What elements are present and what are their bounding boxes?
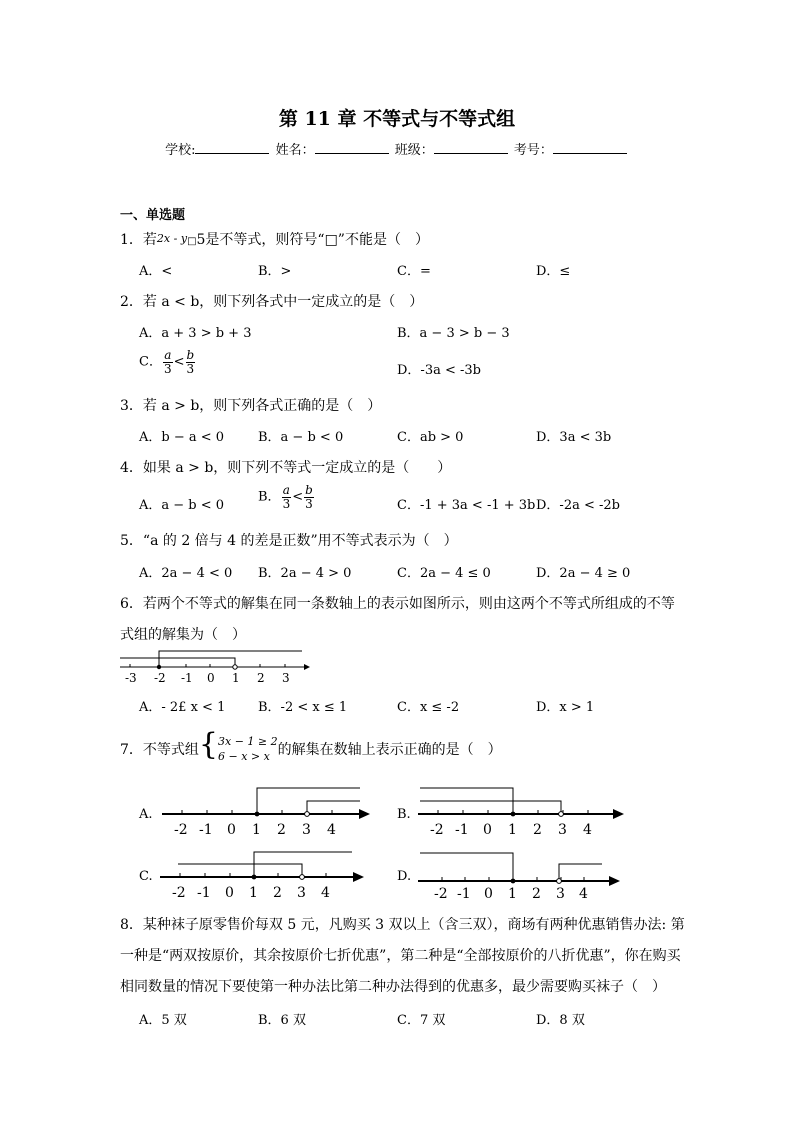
question-3: 3．若 a > b，则下列各式正确的是（ ） bbox=[120, 398, 382, 414]
svg-text:0: 0 bbox=[484, 886, 493, 902]
page-title: 第 11 章 不等式与不等式组 bbox=[278, 108, 516, 130]
name-blank[interactable] bbox=[315, 141, 389, 154]
q4-option-b[interactable]: B． $\frac{a}{3}$ < $\frac{b}{3}$ bbox=[258, 483, 313, 511]
svg-text:-2: -2 bbox=[430, 822, 444, 838]
q2-option-b[interactable]: B．a − 3 > b − 3 bbox=[397, 326, 510, 341]
student-info-line bbox=[0, 139, 794, 158]
q6-tick-label: 3 bbox=[282, 671, 290, 685]
q6-ray-right-from-neg2 bbox=[159, 651, 302, 667]
question-1: 1．若2x - y□5是不等式，则符号“□”不能是（ ） bbox=[120, 232, 429, 248]
q6-tick-label: -3 bbox=[125, 671, 137, 685]
q5-option-c[interactable]: C．2a − 4 ≤ 0 bbox=[397, 566, 491, 581]
svg-text:-2: -2 bbox=[434, 886, 448, 902]
svg-text:1: 1 bbox=[249, 885, 258, 901]
svg-text:1: 1 bbox=[252, 822, 261, 838]
question-8-line-2: 一种是“两双按原价，其余按原价七折优惠”，第二种是“全部按原价的八折优惠”，你在购买 bbox=[120, 948, 681, 964]
q8-option-c[interactable]: C．7 双 bbox=[397, 1013, 446, 1028]
question-6-line-2: 式组的解集为（ ） bbox=[120, 627, 246, 643]
q6-option-d[interactable]: D．x > 1 bbox=[536, 700, 595, 715]
svg-text:0: 0 bbox=[225, 885, 234, 901]
svg-text:3: 3 bbox=[556, 886, 565, 902]
q3-option-c[interactable]: C．ab > 0 bbox=[397, 430, 464, 445]
svg-text:4: 4 bbox=[583, 822, 592, 838]
q1-option-d[interactable]: D．≤ bbox=[536, 264, 571, 279]
svg-text:3: 3 bbox=[302, 822, 311, 838]
q5-option-b[interactable]: B．2a − 4 > 0 bbox=[258, 566, 352, 581]
question-5: 5．“a 的 2 倍与 4 的差是正数”用不等式表示为（ ） bbox=[120, 533, 458, 549]
svg-text:2: 2 bbox=[277, 822, 286, 838]
class-blank[interactable] bbox=[434, 141, 508, 154]
q7-option-c-number-line[interactable] bbox=[160, 846, 368, 902]
svg-text:0: 0 bbox=[227, 822, 236, 838]
svg-text:4: 4 bbox=[321, 885, 330, 901]
svg-text:-1: -1 bbox=[199, 822, 213, 838]
school-blank[interactable] bbox=[195, 141, 269, 154]
svg-text:-1: -1 bbox=[457, 886, 471, 902]
q7-option-a-number-line[interactable] bbox=[162, 784, 374, 840]
svg-text:1: 1 bbox=[508, 822, 517, 838]
svg-text:4: 4 bbox=[327, 822, 336, 838]
q5-option-d[interactable]: D．2a − 4 ≥ 0 bbox=[536, 566, 631, 581]
svg-text:2: 2 bbox=[273, 885, 282, 901]
svg-text:-2: -2 bbox=[172, 885, 186, 901]
svg-text:-2: -2 bbox=[174, 822, 188, 838]
q6-closed-point bbox=[157, 665, 161, 669]
q7-option-d-label[interactable]: D. bbox=[397, 869, 412, 884]
q6-option-c[interactable]: C．x ≤ -2 bbox=[397, 700, 460, 715]
svg-text:3: 3 bbox=[297, 885, 306, 901]
q7-option-a-label[interactable]: A. bbox=[139, 807, 153, 822]
q6-option-b[interactable]: B．-2 < x ≤ 1 bbox=[258, 700, 348, 715]
question-2: 2．若 a < b，则下列各式中一定成立的是（ ） bbox=[120, 294, 424, 310]
question-8-line-1: 8．某种袜子原零售价每双 5 元，凡购买 3 双以上（含三双），商场有两种优惠销售办法: 第 bbox=[120, 917, 685, 933]
exam-number-blank[interactable] bbox=[553, 141, 627, 154]
name-label: 姓名： bbox=[275, 143, 315, 158]
svg-text:1: 1 bbox=[508, 886, 517, 902]
q8-option-b[interactable]: B．6 双 bbox=[258, 1013, 306, 1028]
q3-option-d[interactable]: D．3a < 3b bbox=[536, 430, 612, 445]
q6-tick-label: 2 bbox=[257, 671, 265, 685]
q7-option-b-number-line[interactable] bbox=[418, 784, 630, 840]
q6-tick-label: 0 bbox=[207, 671, 215, 685]
q8-option-a[interactable]: A．5 双 bbox=[139, 1013, 187, 1028]
q1-option-c[interactable]: C．= bbox=[397, 264, 431, 279]
q7-option-d-number-line[interactable] bbox=[418, 846, 624, 902]
inequality-system: 3x − 1 ≥ 2 6 − x > x bbox=[218, 735, 278, 763]
svg-text:-1: -1 bbox=[455, 822, 469, 838]
q1-option-b[interactable]: B．> bbox=[258, 264, 292, 279]
q6-option-a[interactable]: A．- 2£ x < 1 bbox=[139, 700, 226, 715]
svg-text:2: 2 bbox=[533, 822, 542, 838]
svg-text:2: 2 bbox=[532, 886, 541, 902]
q2-option-d[interactable]: D．-3a < -3b bbox=[397, 363, 481, 378]
svg-text:3: 3 bbox=[558, 822, 567, 838]
q6-number-line bbox=[118, 646, 318, 686]
q4-option-d[interactable]: D．-2a < -2b bbox=[536, 498, 620, 513]
q7-option-b-label[interactable]: B. bbox=[397, 807, 411, 822]
q5-option-a[interactable]: A．2a − 4 < 0 bbox=[139, 566, 233, 581]
question-4: 4．如果 a > b，则下列不等式一定成立的是（ ） bbox=[120, 460, 452, 476]
q7-option-c-label[interactable]: C. bbox=[139, 869, 153, 884]
section-heading: 一、单选题 bbox=[120, 208, 186, 223]
q6-tick-label: -2 bbox=[154, 671, 166, 685]
q2-option-a[interactable]: A．a + 3 > b + 3 bbox=[139, 326, 252, 341]
q8-option-d[interactable]: D．8 双 bbox=[536, 1013, 585, 1028]
q4-option-a[interactable]: A．a − b < 0 bbox=[139, 498, 225, 513]
q3-option-a[interactable]: A．b − a < 0 bbox=[139, 430, 225, 445]
svg-text:0: 0 bbox=[483, 822, 492, 838]
question-7: 7．不等式组{ 3x − 1 ≥ 2 6 − x > x 的解集在数轴上表示正确的是（ ） bbox=[120, 727, 502, 763]
svg-text:-1: -1 bbox=[197, 885, 211, 901]
q6-tick-label: -1 bbox=[181, 671, 193, 685]
q6-open-point bbox=[233, 665, 237, 669]
school-label: 学校: bbox=[165, 143, 196, 158]
q6-tick-label: 1 bbox=[232, 671, 240, 685]
exam-number-label: 考号： bbox=[513, 143, 553, 158]
q3-option-b[interactable]: B．a − b < 0 bbox=[258, 430, 344, 445]
class-label: 班级： bbox=[394, 143, 434, 158]
question-6-line-1: 6．若两个不等式的解集在同一条数轴上的表示如图所示，则由这两个不等式所组成的不等 bbox=[120, 596, 675, 612]
system-brace: { bbox=[198, 727, 219, 762]
q6-axis-arrow bbox=[304, 664, 310, 670]
svg-text:4: 4 bbox=[579, 886, 588, 902]
q1-option-a[interactable]: A．< bbox=[139, 264, 173, 279]
q2-option-c[interactable]: C． $\frac{a}{3}$ < $\frac{b}{3}$ bbox=[139, 348, 195, 376]
q4-option-c[interactable]: C．-1 + 3a < -1 + 3b bbox=[397, 498, 536, 513]
question-8-line-3: 相同数量的情况下要使第一种办法比第二种办法得到的优惠多，最少需要购买袜子（ ） bbox=[120, 979, 666, 995]
q6-ray-left-to-1 bbox=[120, 658, 235, 667]
